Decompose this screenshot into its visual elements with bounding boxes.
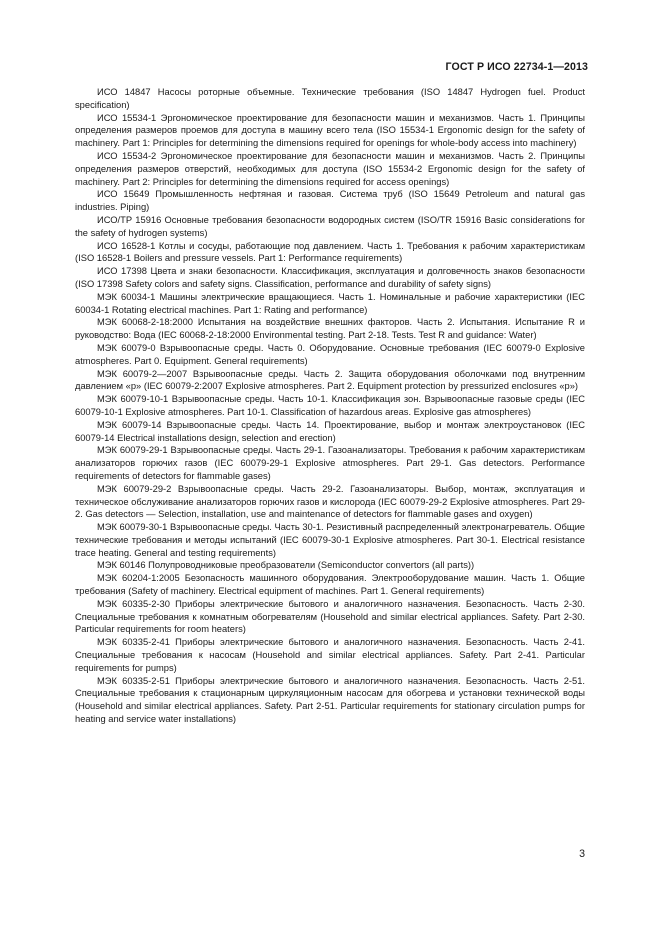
reference-entry: МЭК 60079-0 Взрывоопасные среды. Часть 0. Оборудование. Основные требования (IEC 60079-0 Explosive atmospheres. Part 0. Equipment. General requirements) xyxy=(75,342,585,366)
reference-entry: МЭК 60079-2—2007 Взрывоопасные среды. Часть 2. Защита оборудования оболочками под внутренним давлением «р» (IEC 60079-2:2007 Explosive atmospheres. Part 2. Equipment protection by pressurized enclosures «р») xyxy=(75,368,585,392)
reference-entry: МЭК 60079-29-1 Взрывоопасные среды. Часть 29-1. Газоанализаторы. Требования к рабочим характеристикам анализаторов горючих газов (IEC 60079-29-1 Explosive atmospheres. Part 29-1. Gas detectors. Performance requirements of detectors for flammable gases) xyxy=(75,445,585,481)
reference-entry: ИСО 16528-1 Котлы и сосуды, работающие под давлением. Часть 1. Требования к рабочим характеристикам (ISO 16528-1 Boilers and pressure vessels. Part 1: Performance requirements) xyxy=(75,240,585,264)
reference-entry: ИСО 14847 Насосы роторные объемные. Технические требования (ISO 14847 Hydrogen fuel. Product specification) xyxy=(75,87,585,110)
reference-entry: МЭК 60034-1 Машины электрические вращающиеся. Часть 1. Номинальные и рабочие характеристики (IEC 60034-1 Rotating electrical machines. Part 1: Rating and performance) xyxy=(75,291,585,315)
reference-entry: ИСО 17398 Цвета и знаки безопасности. Классификация, эксплуатация и долговечность знаков безопасности (ISO 17398 Safety colors and safety signs. Classification, performance and durability of safety signs) xyxy=(75,266,585,289)
reference-entry: МЭК 60079-14 Взрывоопасные среды. Часть 14. Проектирование, выбор и монтаж электроустановок (IEC 60079-14 Electrical installations design, selection and erection) xyxy=(75,419,585,443)
reference-entry: МЭК 60335-2-41 Приборы электрические бытового и аналогичного назначения. Безопасность. Часть 2-41. Специальные требования к насосам (Household and similar electrical appliances. Safety. Part 2-41. Particular requirements for pumps) xyxy=(75,637,585,673)
reference-entry: ИСО 15534-2 Эргономическое проектирование для безопасности машин и механизмов. Часть 2. Принципы определения размеров отверстий, необходимых для доступа (ISO 15534-2 Ergonomic design for the safety of machinery. Part 2: Principles for determining the dimensions required for access openings) xyxy=(75,150,585,187)
reference-entry: ИСО/ТР 15916 Основные требования безопасности водородных систем (ISO/TR 15916 Basic considerations for the safety of hydrogen systems) xyxy=(75,214,585,238)
reference-entry: МЭК 60146 Полупроводниковые преобразователи (Semiconductor convertors (all parts)) xyxy=(97,560,475,571)
reference-entry: МЭК 60079-10-1 Взрывоопасные среды. Часть 10-1. Классификация зон. Взрывоопасные газовые среды (IEC 60079-10-1 Explosive atmospheres. Part 10-1. Classification of hazardous areas. Explosive gas atmospheres) xyxy=(75,394,585,417)
reference-entry: МЭК 60204-1:2005 Безопасность машинного оборудования. Электрооборудование машин. Часть 1. Общие требования (Safety of machinery. Electrical equipment of machines. Part 1. General requirements) xyxy=(75,573,585,597)
reference-entry: МЭК 60079-30-1 Взрывоопасные среды. Часть 30-1. Резистивный распределенный электронагреватель. Общие технические требования и методы испытаний (IEC 60079-30-1 Explosive atmospheres. Part 30-1. Electrical resistance trace heating. General and testing requirements) xyxy=(75,522,585,558)
reference-entry: ИСО 15534-1 Эргономическое проектирование для безопасности машин и механизмов. Часть 1. Принципы определения размеров проемов для доступа в машину всего тела (ISO 15534-1 Ergonomic design for the safety of machinery. Part 1: Principles for determining the dimensions required for openings for whole-body access into machinery) xyxy=(75,112,585,149)
standard-id-header: ГОСТ Р ИСО 22734-1—2013 xyxy=(445,61,588,73)
reference-entry: МЭК 60079-29-2 Взрывоопасные среды. Часть 29-2. Газоанализаторы. Выбор, монтаж, эксплуатация и техническое обслуживание анализаторов горючих газов и кислорода (IEC 60079-29-2 Explosive atmospheres. Part 29-2. Gas detectors — Selection, installation, use and maintenance of detectors for flammable gases and oxygen) xyxy=(75,483,585,520)
reference-entry: МЭК 60068-2-18:2000 Испытания на воздействие внешних факторов. Часть 2. Испытания. Испытание R и руководство: Вода (IEC 60068-2-18:2000 Environmental testing. Part 2-18. Tests. Test R and guidance: Water) xyxy=(75,317,585,341)
reference-entry: МЭК 60335-2-51 Приборы электрические бытового и аналогичного назначения. Безопасность. Часть 2-51. Специальные требования к стационарным циркуляционным насосам для обогрева и установки технической воды (Household and similar electrical appliances. Safety. Part 2-51. Particular requirements for stationary circulation pumps for heating and service water installations) xyxy=(75,675,585,725)
reference-entry: МЭК 60335-2-30 Приборы электрические бытового и аналогичного назначения. Безопасность. Часть 2-30. Специальные требования к комнатным обогревателям (Household and similar electrical appliances. Safety. Part 2-30. Particular requirements for room heaters) xyxy=(75,598,585,635)
page-number: 3 xyxy=(579,848,585,860)
reference-entry: ИСО 15649 Промышленность нефтяная и газовая. Система труб (ISO 15649 Petroleum and natural gas industries. Piping) xyxy=(75,189,585,213)
normative-references-list xyxy=(75,86,585,726)
